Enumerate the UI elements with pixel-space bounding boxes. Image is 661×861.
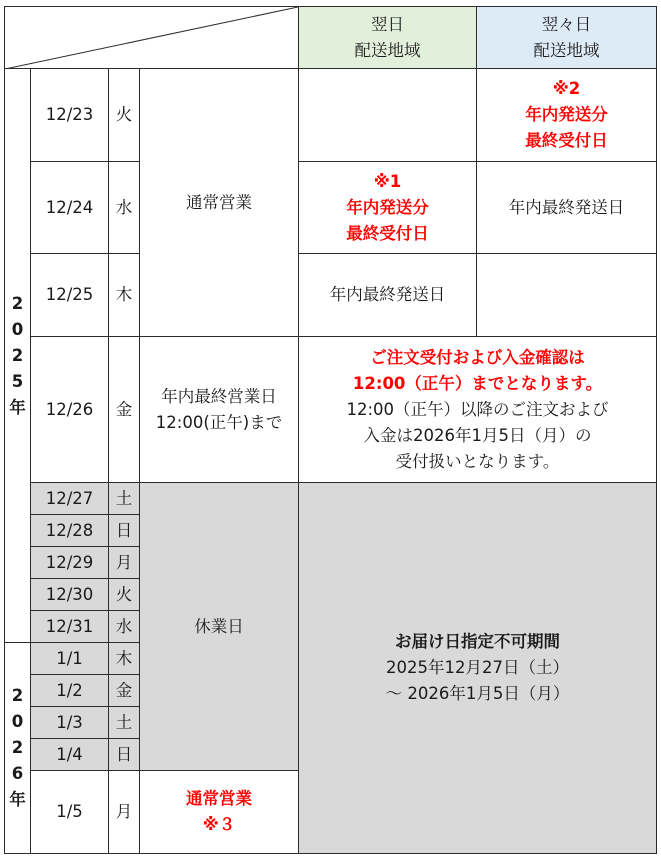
status-holiday: 休業日 bbox=[140, 483, 299, 771]
weekday-cell: 金 bbox=[109, 337, 140, 483]
last-shipping-day-next: 年内最終発送日 bbox=[299, 254, 477, 337]
weekday-cell: 土 bbox=[109, 483, 140, 515]
next-day-empty-cell bbox=[299, 69, 477, 162]
status-normal-business: 通常営業 bbox=[140, 69, 299, 337]
date-cell: 12/27 bbox=[31, 483, 109, 515]
next2-empty-cell bbox=[477, 254, 657, 337]
date-cell: 12/24 bbox=[31, 162, 109, 254]
weekday-cell: 火 bbox=[109, 579, 140, 611]
year-2026-label: 2 0 2 6 年 bbox=[5, 643, 31, 854]
date-cell: 12/25 bbox=[31, 254, 109, 337]
weekday-cell: 木 bbox=[109, 643, 140, 675]
last-shipping-day-next2: 年内最終発送日 bbox=[477, 162, 657, 254]
holiday-schedule-table bbox=[4, 6, 657, 854]
date-cell: 1/5 bbox=[31, 771, 109, 854]
date-cell: 12/28 bbox=[31, 515, 109, 547]
weekday-cell: 土 bbox=[109, 707, 140, 739]
date-cell: 1/4 bbox=[31, 739, 109, 771]
weekday-cell: 金 bbox=[109, 675, 140, 707]
date-cell: 1/3 bbox=[31, 707, 109, 739]
date-cell: 12/23 bbox=[31, 69, 109, 162]
weekday-cell: 月 bbox=[109, 547, 140, 579]
no-delivery-date-period: お届け日指定不可期間 2025年12月27日（土） ～ 2026年1月5日（月） bbox=[299, 483, 657, 854]
weekday-cell: 木 bbox=[109, 254, 140, 337]
date-cell: 1/1 bbox=[31, 643, 109, 675]
status-last-business-day: 年内最終営業日 12:00(正午)まで bbox=[140, 337, 299, 483]
date-cell: 12/30 bbox=[31, 579, 109, 611]
weekday-cell: 月 bbox=[109, 771, 140, 854]
weekday-cell: 日 bbox=[109, 739, 140, 771]
note1-last-order-day: ※1 年内発送分 最終受付日 bbox=[299, 162, 477, 254]
diagonal-line bbox=[5, 7, 298, 69]
date-cell: 12/29 bbox=[31, 547, 109, 579]
header-next-day: 翌日 配送地域 bbox=[299, 7, 477, 69]
year-2025-label: 2 0 2 5 年 bbox=[5, 69, 31, 643]
header-day-after-next: 翌々日 配送地域 bbox=[477, 7, 657, 69]
date-cell: 1/2 bbox=[31, 675, 109, 707]
weekday-cell: 火 bbox=[109, 69, 140, 162]
header-corner-cell bbox=[5, 7, 299, 69]
weekday-cell: 水 bbox=[109, 611, 140, 643]
order-deadline-notice: ご注文受付および入金確認は 12:00（正午）までとなります。 12:00（正午）以降のご注文および 入金は2026年1月5日（月）の 受付扱いとなります。 bbox=[299, 337, 657, 483]
date-cell: 12/26 bbox=[31, 337, 109, 483]
status-normal-business-note3: 通常営業 ※３ bbox=[140, 771, 299, 854]
date-cell: 12/31 bbox=[31, 611, 109, 643]
note2-last-order-day: ※2 年内発送分 最終受付日 bbox=[477, 69, 657, 162]
weekday-cell: 日 bbox=[109, 515, 140, 547]
weekday-cell: 水 bbox=[109, 162, 140, 254]
